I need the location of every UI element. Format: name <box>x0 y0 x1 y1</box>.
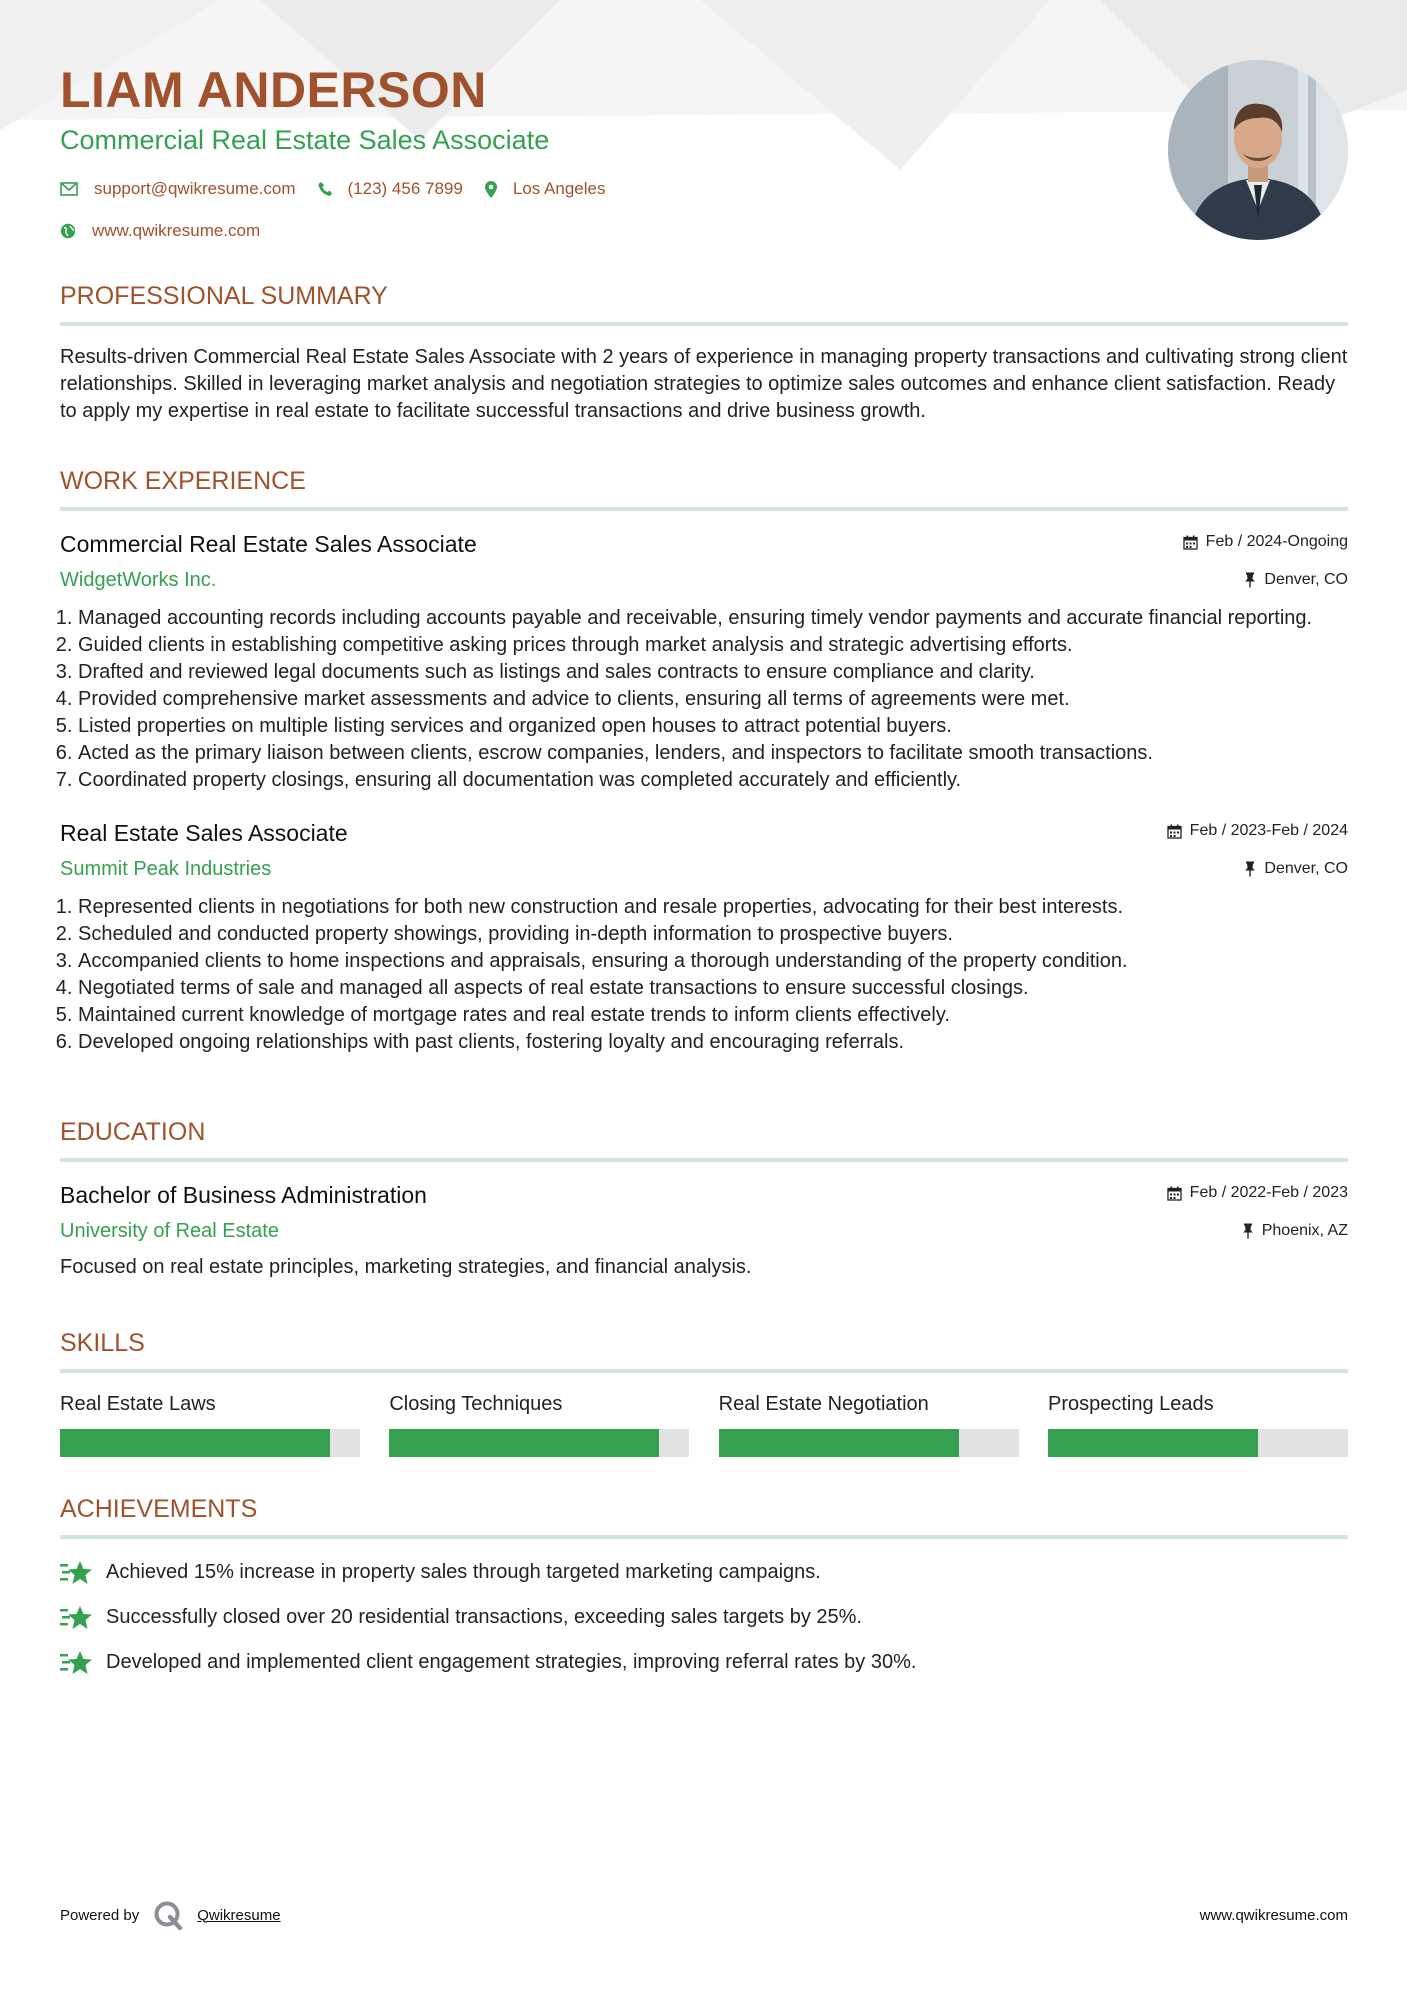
skill-item <box>1048 1391 1348 1457</box>
list-item: 4. Provided comprehensive market assessments and advice to clients, ensuring all terms of agreements were met. <box>78 686 1348 713</box>
job-location <box>1244 571 1348 589</box>
section-divider <box>60 1535 1348 1539</box>
list-item: 7. Coordinated property closings, ensuring all documentation was completed accurately and efficiently. <box>78 767 1348 794</box>
skill-bar <box>60 1429 360 1457</box>
education-location-text: Phoenix, AZ <box>1261 1222 1348 1239</box>
experience-section <box>60 465 1348 1056</box>
section-divider <box>60 1369 1348 1373</box>
location-contact <box>485 179 606 199</box>
education-entry <box>60 1180 1348 1281</box>
list-item: 1. Managed accounting records including accounts payable and receivable, ensuring timely vendor payments and accurate financial reporting. <box>78 605 1348 632</box>
achievements-section <box>60 1493 1348 1676</box>
skill-bar-fill <box>389 1429 659 1457</box>
star-icon <box>60 1605 94 1631</box>
job-dates <box>1167 822 1348 840</box>
skill-name: Real Estate Laws <box>60 1393 216 1415</box>
job-dates <box>1183 533 1348 551</box>
star-icon <box>60 1650 94 1676</box>
list-item: 4. Negotiated terms of sale and managed all aspects of real estate transactions to ensure successful closings. <box>78 975 1348 1002</box>
footer-branding <box>60 1900 281 1930</box>
education-location <box>1242 1222 1348 1240</box>
job-location-text: Denver, CO <box>1264 860 1348 877</box>
phone-icon <box>318 181 332 197</box>
qwikresume-logo-icon <box>153 1900 183 1930</box>
contact-row <box>60 178 1140 200</box>
email-text: support@qwikresume.com <box>94 179 296 198</box>
location-text: Los Angeles <box>512 179 606 198</box>
skills-heading: SKILLS <box>60 1329 145 1357</box>
phone-contact[interactable] <box>318 179 463 199</box>
education-section <box>60 1116 1348 1281</box>
job-entry <box>60 818 1348 1056</box>
skill-name: Closing Techniques <box>389 1393 563 1415</box>
achievements-heading: ACHIEVEMENTS <box>60 1495 258 1523</box>
list-item: 3. Accompanied clients to home inspections and appraisals, ensuring a thorough understanding of the property condition. <box>78 948 1348 975</box>
job-dates-text: Feb / 2024-Ongoing <box>1205 533 1348 550</box>
list-item: 6. Developed ongoing relationships with past clients, fostering loyalty and encouraging referrals. <box>78 1029 1348 1056</box>
job-dates-text: Feb / 2023-Feb / 2024 <box>1189 822 1348 839</box>
skill-bar-fill <box>1048 1429 1258 1457</box>
skill-item <box>719 1391 1019 1457</box>
achievement-text: Achieved 15% increase in property sales through targeted marketing campaigns. <box>106 1561 821 1583</box>
resume-header <box>60 58 1140 242</box>
skill-item <box>60 1391 360 1457</box>
list-item: 5. Listed properties on multiple listing services and organized open houses to attract potential buyers. <box>78 713 1348 740</box>
qwikresume-link[interactable]: Qwikresume <box>197 1906 281 1924</box>
achievement-text: Successfully closed over 20 residential transactions, exceeding sales targets by 25%. <box>106 1606 862 1628</box>
email-contact[interactable] <box>60 179 296 199</box>
skill-name: Real Estate Negotiation <box>718 1393 929 1415</box>
job-title: Commercial Real Estate Sales Associate <box>60 531 477 557</box>
calendar-icon <box>1167 1186 1182 1201</box>
education-description: Focused on real estate principles, marketing strategies, and financial analysis. <box>60 1256 752 1278</box>
footer-website[interactable]: www.qwikresume.com <box>1199 1906 1348 1924</box>
skill-bar <box>719 1429 1019 1457</box>
skill-bar-fill <box>719 1429 959 1457</box>
skill-bar-fill <box>60 1429 330 1457</box>
company-name: Summit Peak Industries <box>60 858 272 880</box>
website-text: www.qwikresume.com <box>92 221 261 240</box>
pin-icon <box>1244 861 1256 877</box>
company-name: WidgetWorks Inc. <box>60 569 217 591</box>
skills-section <box>60 1327 1348 1457</box>
map-marker-icon <box>485 181 497 198</box>
education-dates <box>1167 1184 1348 1202</box>
pin-icon <box>1242 1223 1254 1239</box>
job-location <box>1244 860 1348 878</box>
globe-icon <box>60 223 76 239</box>
skills-list <box>60 1391 1348 1457</box>
pin-icon <box>1244 572 1256 588</box>
page-footer <box>60 1900 1348 1930</box>
calendar-icon <box>1183 535 1198 550</box>
skill-item <box>389 1391 689 1457</box>
phone-text: (123) 456 7899 <box>347 179 463 198</box>
degree-title: Bachelor of Business Administration <box>60 1182 427 1208</box>
website-row <box>60 220 1140 242</box>
achievement-item <box>60 1649 1348 1676</box>
website-contact[interactable] <box>60 221 260 241</box>
job-entry <box>60 529 1348 794</box>
list-item: 1. Represented clients in negotiations for both new construction and resale properties, advocating for their best interests. <box>78 894 1348 921</box>
school-name: University of Real Estate <box>60 1220 279 1242</box>
envelope-icon <box>60 182 78 196</box>
resume-content <box>60 280 1348 1676</box>
achievement-item <box>60 1604 1348 1631</box>
profile-photo <box>1168 60 1348 240</box>
list-item: 5. Maintained current knowledge of mortgage rates and real estate trends to inform clients effectively. <box>78 1002 1348 1029</box>
job-bullets <box>60 605 1348 794</box>
list-item: 2. Guided clients in establishing competitive asking prices through market analysis and strategic advertising efforts. <box>78 632 1348 659</box>
achievements-list <box>60 1559 1348 1676</box>
education-heading: EDUCATION <box>60 1118 206 1146</box>
calendar-icon <box>1167 824 1182 839</box>
candidate-name: LIAM ANDERSON <box>60 62 487 118</box>
section-divider <box>60 322 1348 326</box>
experience-heading: WORK EXPERIENCE <box>60 467 306 495</box>
education-dates-text: Feb / 2022-Feb / 2023 <box>1189 1184 1348 1201</box>
skill-bar <box>389 1429 689 1457</box>
summary-heading: PROFESSIONAL SUMMARY <box>60 282 388 310</box>
list-item: 6. Acted as the primary liaison between clients, escrow companies, lenders, and inspectors to facilitate smooth transactions. <box>78 740 1348 767</box>
star-icon <box>60 1560 94 1586</box>
achievement-text: Developed and implemented client engagement strategies, improving referral rates by 30%. <box>106 1651 917 1673</box>
list-item: 2. Scheduled and conducted property showings, providing in-depth information to prospective buyers. <box>78 921 1348 948</box>
summary-text: Results-driven Commercial Real Estate Sales Associate with 2 years of experience in managing property transactions and cultivating strong client relationships. Skilled in leveraging market analysis and negotiation strategies to optimize sales outcomes and enhance client satisfaction. Ready to apply my expertise in real estate to facilitate successful transactions and drive business growth. <box>60 346 1348 422</box>
job-title: Real Estate Sales Associate <box>60 820 348 846</box>
powered-by-label: Powered by <box>60 1906 140 1924</box>
section-divider <box>60 1158 1348 1162</box>
job-bullets <box>60 894 1348 1056</box>
summary-section <box>60 280 1348 425</box>
skill-bar <box>1048 1429 1348 1457</box>
list-item: 3. Drafted and reviewed legal documents such as listings and sales contracts to ensure compliance and clarity. <box>78 659 1348 686</box>
achievement-item <box>60 1559 1348 1586</box>
job-location-text: Denver, CO <box>1264 571 1348 588</box>
candidate-title: Commercial Real Estate Sales Associate <box>60 125 550 155</box>
skill-name: Prospecting Leads <box>1047 1393 1214 1415</box>
section-divider <box>60 507 1348 511</box>
